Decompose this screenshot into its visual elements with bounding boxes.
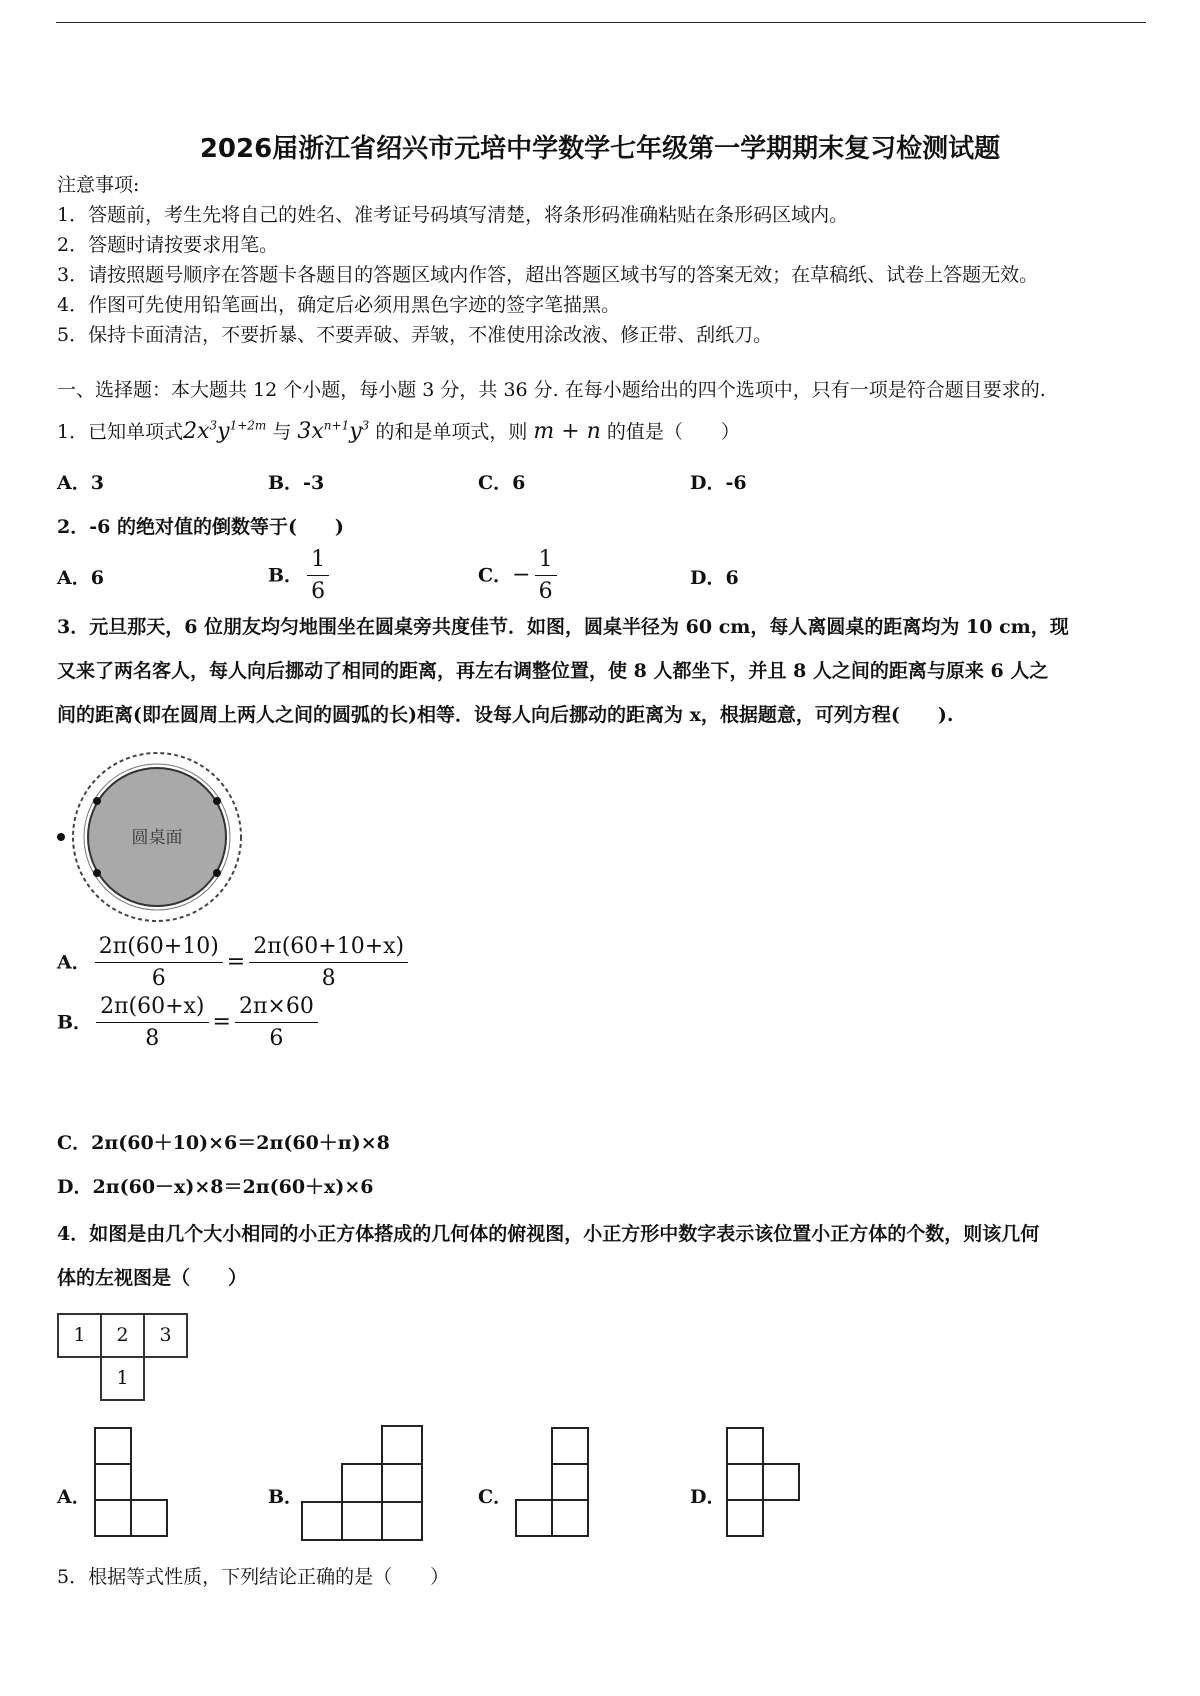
page-title: 2026届浙江省绍兴市元培中学数学七年级第一学期期末复习检测试题 bbox=[199, 134, 1001, 164]
grid-cell: 1 bbox=[100, 1356, 145, 1401]
grid-cell: 2 bbox=[100, 1313, 145, 1358]
question-4-line-2: 体的左视图是（ ） bbox=[57, 1267, 248, 1289]
q3-option-a: A． $\frac{2\pi(60+10)}{6}$ = $\frac{2\pi(60+10+x)}{8}$ bbox=[57, 932, 412, 995]
q1-option-b: B．-3 bbox=[268, 472, 325, 494]
question-1-stem: 1．已知单项式$2x^3y^{1+2m}$ 与 $3x^{n+1}y^3$ 的和是单项式，则 m + n 的值是（ ） bbox=[57, 418, 740, 444]
q1-option-d: D．-6 bbox=[690, 472, 747, 494]
q4-option-b-label: B． bbox=[268, 1486, 304, 1508]
q2-option-d: D．6 bbox=[690, 567, 739, 589]
q4-option-a-label: A． bbox=[57, 1486, 91, 1508]
notice-item-1: 1．答题前，考生先将自己的姓名、准考证号码填写清楚，将条形码准确粘贴在条形码区域内。 bbox=[57, 204, 849, 226]
grid-cell: 3 bbox=[143, 1313, 188, 1358]
round-table-figure bbox=[56, 742, 246, 932]
table-label: 圆桌面 bbox=[131, 828, 183, 848]
q3-option-d: D．2π(60－x)×8＝2π(60＋x)×6 bbox=[57, 1176, 374, 1198]
q2-option-a: A．6 bbox=[57, 567, 104, 589]
q1-option-c: C．6 bbox=[478, 472, 526, 494]
notice-item-4: 4．作图可先使用铅笔画出，确定后必须用黑色字迹的签字笔描黑。 bbox=[57, 294, 621, 316]
q3-option-c: C．2π(60＋10)×6＝2π(60＋π)×8 bbox=[57, 1132, 390, 1154]
section-heading: 一、选择题：本大题共 12 个小题，每小题 3 分，共 36 分. 在每小题给出的四个选项中，只有一项是符合题目要求的. bbox=[57, 379, 1046, 401]
question-3-line-1: 3．元旦那天，6 位朋友均匀地围坐在圆桌旁共度佳节．如图，圆桌半径为 60 cm，每人离圆桌的距离均为 10 cm，现 bbox=[57, 616, 1069, 638]
notice-item-2: 2．答题时请按要求用笔。 bbox=[57, 234, 279, 256]
q4-option-c-label: C． bbox=[478, 1486, 513, 1508]
q1-option-a: A．3 bbox=[57, 472, 104, 494]
q2-option-b: B． $\frac{1}{6}$ bbox=[268, 545, 333, 608]
question-2-stem: 2．-6 的绝对值的倒数等于( ) bbox=[57, 516, 344, 538]
grid-cell: 1 bbox=[57, 1313, 102, 1358]
question-3-line-2: 又来了两名客人，每人向后挪动了相同的距离，再左右调整位置，使 8 人都坐下，并且 8 人之间的距离与原来 6 人之 bbox=[57, 660, 1049, 682]
question-4-line-1: 4．如图是由几个大小相同的小正方体搭成的几何体的俯视图，小正方形中数字表示该位置小正方体的个数，则该几何 bbox=[57, 1223, 1040, 1245]
q2-option-c: C．− $\frac{1}{6}$ bbox=[478, 545, 561, 608]
question-3-line-3: 间的距离(即在圆周上两人之间的圆弧的长)相等．设每人向后挪动的距离为 x，根据题意，可列方程( ). bbox=[57, 704, 954, 726]
notice-item-3: 3．请按照题号顺序在答题卡各题目的答题区域内作答，超出答题区域书写的答案无效；在草稿纸、试卷上答题无效。 bbox=[57, 264, 1039, 286]
notice-item-5: 5．保持卡面清洁，不要折暴、不要弄破、弄皱，不准使用涂改液、修正带、刮纸刀。 bbox=[57, 324, 773, 346]
header-rule bbox=[56, 22, 1146, 23]
question-5-stem: 5．根据等式性质，下列结论正确的是（ ） bbox=[57, 1566, 450, 1588]
notice-heading: 注意事项: bbox=[57, 174, 140, 196]
q3-option-b: B． $\frac{2\pi(60+x)}{8}$ = $\frac{2\pi\times 60}{6}$ bbox=[57, 992, 322, 1055]
q4-option-d-label: D． bbox=[690, 1486, 726, 1508]
